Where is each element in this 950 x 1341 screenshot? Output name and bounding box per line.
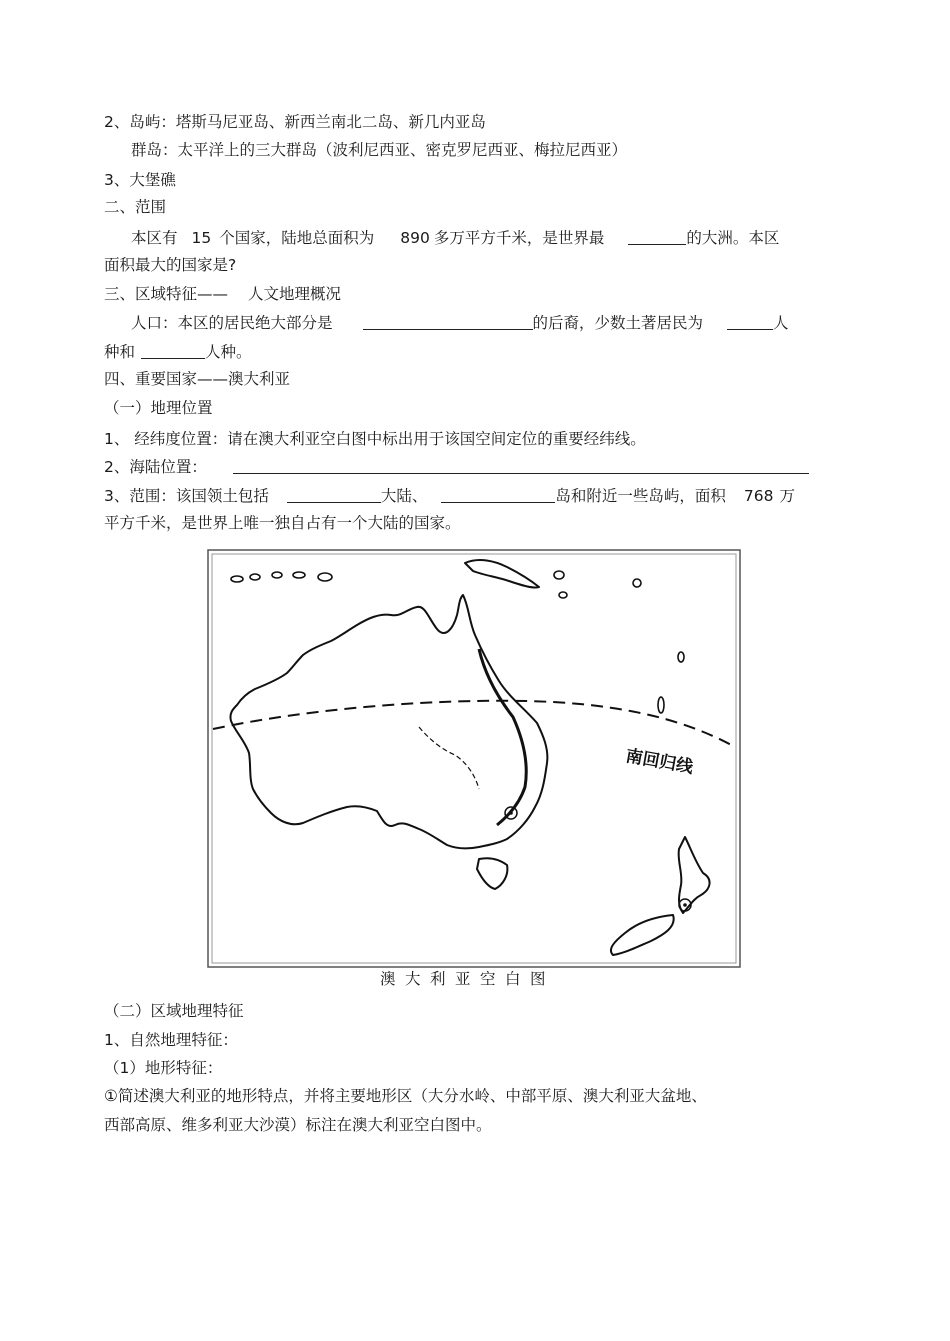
map-caption: 澳大利亚空白图	[380, 970, 556, 988]
city-marker-2-dot	[683, 903, 687, 907]
section2-heading: 二、范围	[104, 198, 167, 216]
islands-line	[104, 112, 486, 132]
population-line2	[104, 342, 252, 362]
blank-mainland[interactable]	[287, 486, 381, 503]
section3-heading-b: 人文地理概况	[248, 285, 342, 303]
blank-continent-size[interactable]	[628, 228, 686, 245]
archipelagos-line	[131, 140, 627, 160]
extent-text-c: 岛和附近一些岛屿，面积	[555, 487, 726, 505]
islands-label: 2、岛屿：	[104, 113, 176, 131]
sub-heading-location: （一）地理位置	[104, 399, 213, 417]
section3-heading-a: 三、区域特征——	[104, 285, 229, 303]
section2-text-a: 本区有	[131, 229, 178, 247]
sub-heading-features: （二）区域地理特征	[104, 1002, 244, 1020]
city-marker-1-dot	[509, 811, 513, 815]
population-text-b: 的后裔，少数土著居民为	[532, 314, 704, 332]
extent-text-d: 万	[779, 487, 796, 505]
terrain-question-line2: 西部高原、维多利亚大沙漠）标注在澳大利亚空白图中。	[104, 1116, 492, 1134]
blank-aboriginal-race[interactable]	[727, 313, 773, 330]
item-extent-line2: 平方千米，是世界上唯一独自占有一个大陆的国家。	[104, 514, 461, 532]
blank-sea-land-position[interactable]	[233, 457, 809, 474]
item-sea-land	[104, 457, 809, 477]
blank-island[interactable]	[441, 486, 555, 503]
archipelagos-text: 太平洋上的三大群岛（波利尼西亚、密克罗尼西亚、梅拉尼西亚）	[177, 141, 628, 159]
population-text-a: 人口：本区的居民绝大部分是	[131, 314, 333, 332]
tropic-label: 南回归线	[624, 746, 695, 778]
section2-text-b: 个国家，陆地总面积为	[219, 229, 375, 247]
population2-text-a: 种和	[104, 343, 136, 361]
section3-heading	[104, 284, 341, 304]
sea-land-label: 2、海陆位置：	[104, 458, 207, 476]
section2-para-line2: 面积最大的国家是?	[104, 256, 237, 274]
item-extent-line1	[104, 486, 795, 506]
population2-text-b: 人种。	[205, 343, 252, 361]
section2-para-line1	[131, 228, 779, 248]
section4-heading: 四、重要国家——澳大利亚	[104, 370, 291, 388]
extent-text-b: 大陆、	[380, 487, 428, 505]
blank-other-race[interactable]	[141, 342, 205, 359]
islands-text: 塔斯马尼亚岛、新西兰南北二岛、新几内亚岛	[175, 113, 486, 131]
area-number: 768	[743, 487, 774, 505]
item-terrain: （1）地形特征：	[104, 1059, 223, 1077]
population-line1	[131, 313, 789, 333]
reef-line: 3、大堡礁	[104, 171, 176, 189]
extent-text-a: 3、范围：该国领土包括	[104, 487, 269, 505]
country-count: 15	[191, 229, 212, 247]
item-natural-features: 1、自然地理特征：	[104, 1031, 238, 1049]
australia-blank-map	[207, 549, 741, 968]
section2-text-c: 多万平方千米，是世界最	[433, 229, 605, 247]
item-lat-long: 1、 经纬度位置：请在澳大利亚空白图中标出用于该国空间定位的重要经纬线。	[104, 430, 646, 448]
land-area: 890	[400, 229, 430, 247]
population-text-c: 人	[773, 314, 789, 332]
blank-residents-origin[interactable]	[363, 313, 533, 330]
section2-text-d: 的大洲。本区	[686, 229, 780, 247]
archipelagos-label: 群岛：	[131, 141, 178, 159]
terrain-question-line1: ①简述澳大利亚的地形特点，并将主要地形区（大分水岭、中部平原、澳大利亚大盆地、	[104, 1087, 707, 1105]
